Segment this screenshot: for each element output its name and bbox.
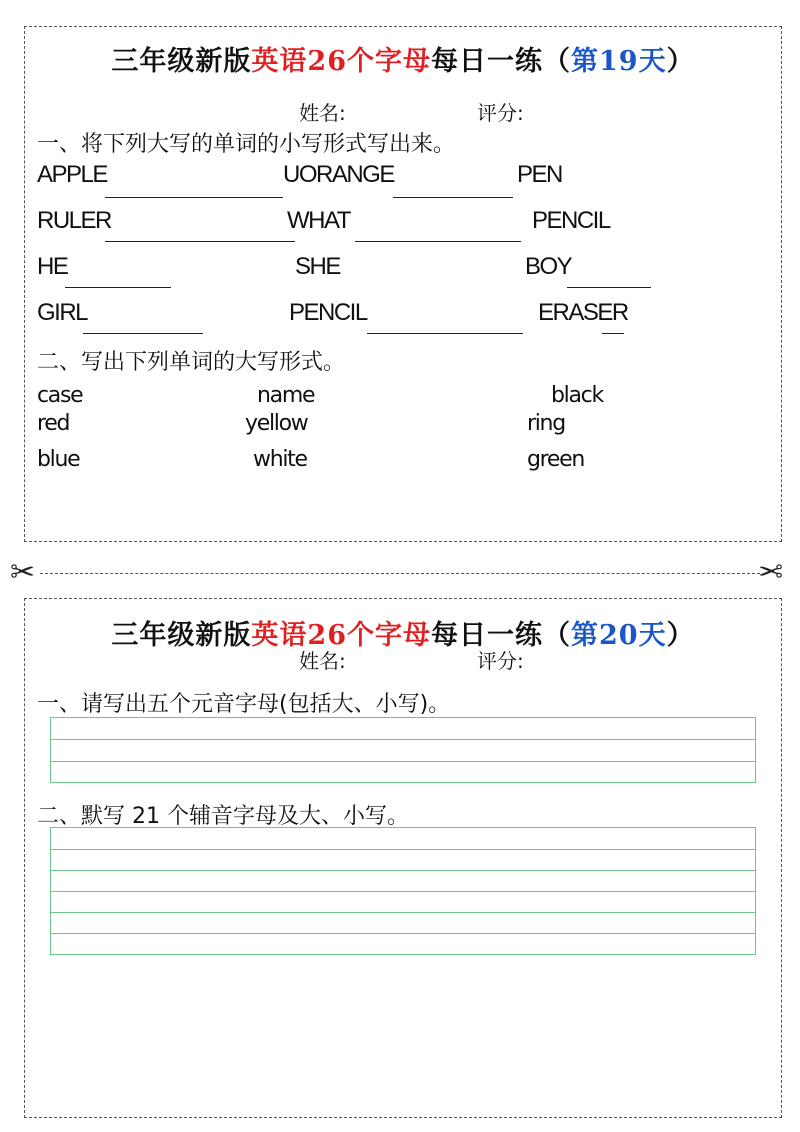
answer-blank[interactable]	[567, 287, 651, 288]
page-title: 三年级新版英语26个字母每日一练（第20天）	[111, 620, 695, 651]
writing-grid[interactable]	[50, 717, 756, 783]
word-item: blue	[37, 447, 80, 472]
word-item: PENCIL	[289, 299, 367, 326]
answer-blank[interactable]	[367, 333, 523, 334]
word-item: name	[257, 383, 315, 408]
word-item: UORANGE	[283, 161, 394, 188]
answer-blank[interactable]	[602, 333, 624, 334]
word-item: GIRL	[37, 299, 88, 326]
scissors-icon: ✂	[758, 555, 784, 590]
word-item: green	[527, 447, 585, 472]
answer-blank[interactable]	[393, 197, 513, 198]
word-item: APPLE	[37, 161, 107, 188]
worksheet-day-20	[24, 598, 782, 1118]
score-label: 评分:	[477, 101, 524, 125]
word-item: PEN	[517, 161, 562, 188]
word-item: red	[37, 411, 70, 436]
score-label: 评分:	[477, 649, 524, 673]
cut-line	[40, 573, 760, 574]
word-item: BOY	[525, 253, 572, 280]
answer-blank[interactable]	[355, 241, 521, 242]
answer-blank[interactable]	[105, 197, 283, 198]
page-title: 三年级新版英语26个字母每日一练（第19天）	[111, 46, 695, 77]
question-2: 二、默写 21 个辅音字母及大、小写。	[37, 804, 409, 829]
answer-blank[interactable]	[65, 287, 171, 288]
word-item: black	[551, 383, 603, 408]
question-1: 一、请写出五个元音字母(包括大、小写)。	[37, 692, 451, 717]
scissors-icon: ✂	[10, 555, 36, 590]
question-2: 二、写出下列单词的大写形式。	[37, 350, 346, 375]
answer-blank[interactable]	[105, 241, 295, 242]
answer-blank[interactable]	[83, 333, 203, 334]
word-item: case	[37, 383, 83, 408]
word-item: PENCIL	[532, 207, 610, 234]
word-item: WHAT	[287, 207, 350, 234]
name-label: 姓名:	[299, 649, 346, 673]
question-1: 一、将下列大写的单词的小写形式写出来。	[37, 132, 456, 157]
word-item: HE	[37, 253, 68, 280]
word-item: yellow	[245, 411, 308, 436]
worksheet-day-19	[24, 26, 782, 542]
word-item: ring	[527, 411, 565, 436]
word-item: ERASER	[538, 299, 628, 326]
word-item: RULER	[37, 207, 111, 234]
word-item: white	[253, 447, 307, 472]
writing-grid[interactable]	[50, 827, 756, 955]
word-item: SHE	[295, 253, 340, 280]
name-label: 姓名:	[299, 101, 346, 125]
